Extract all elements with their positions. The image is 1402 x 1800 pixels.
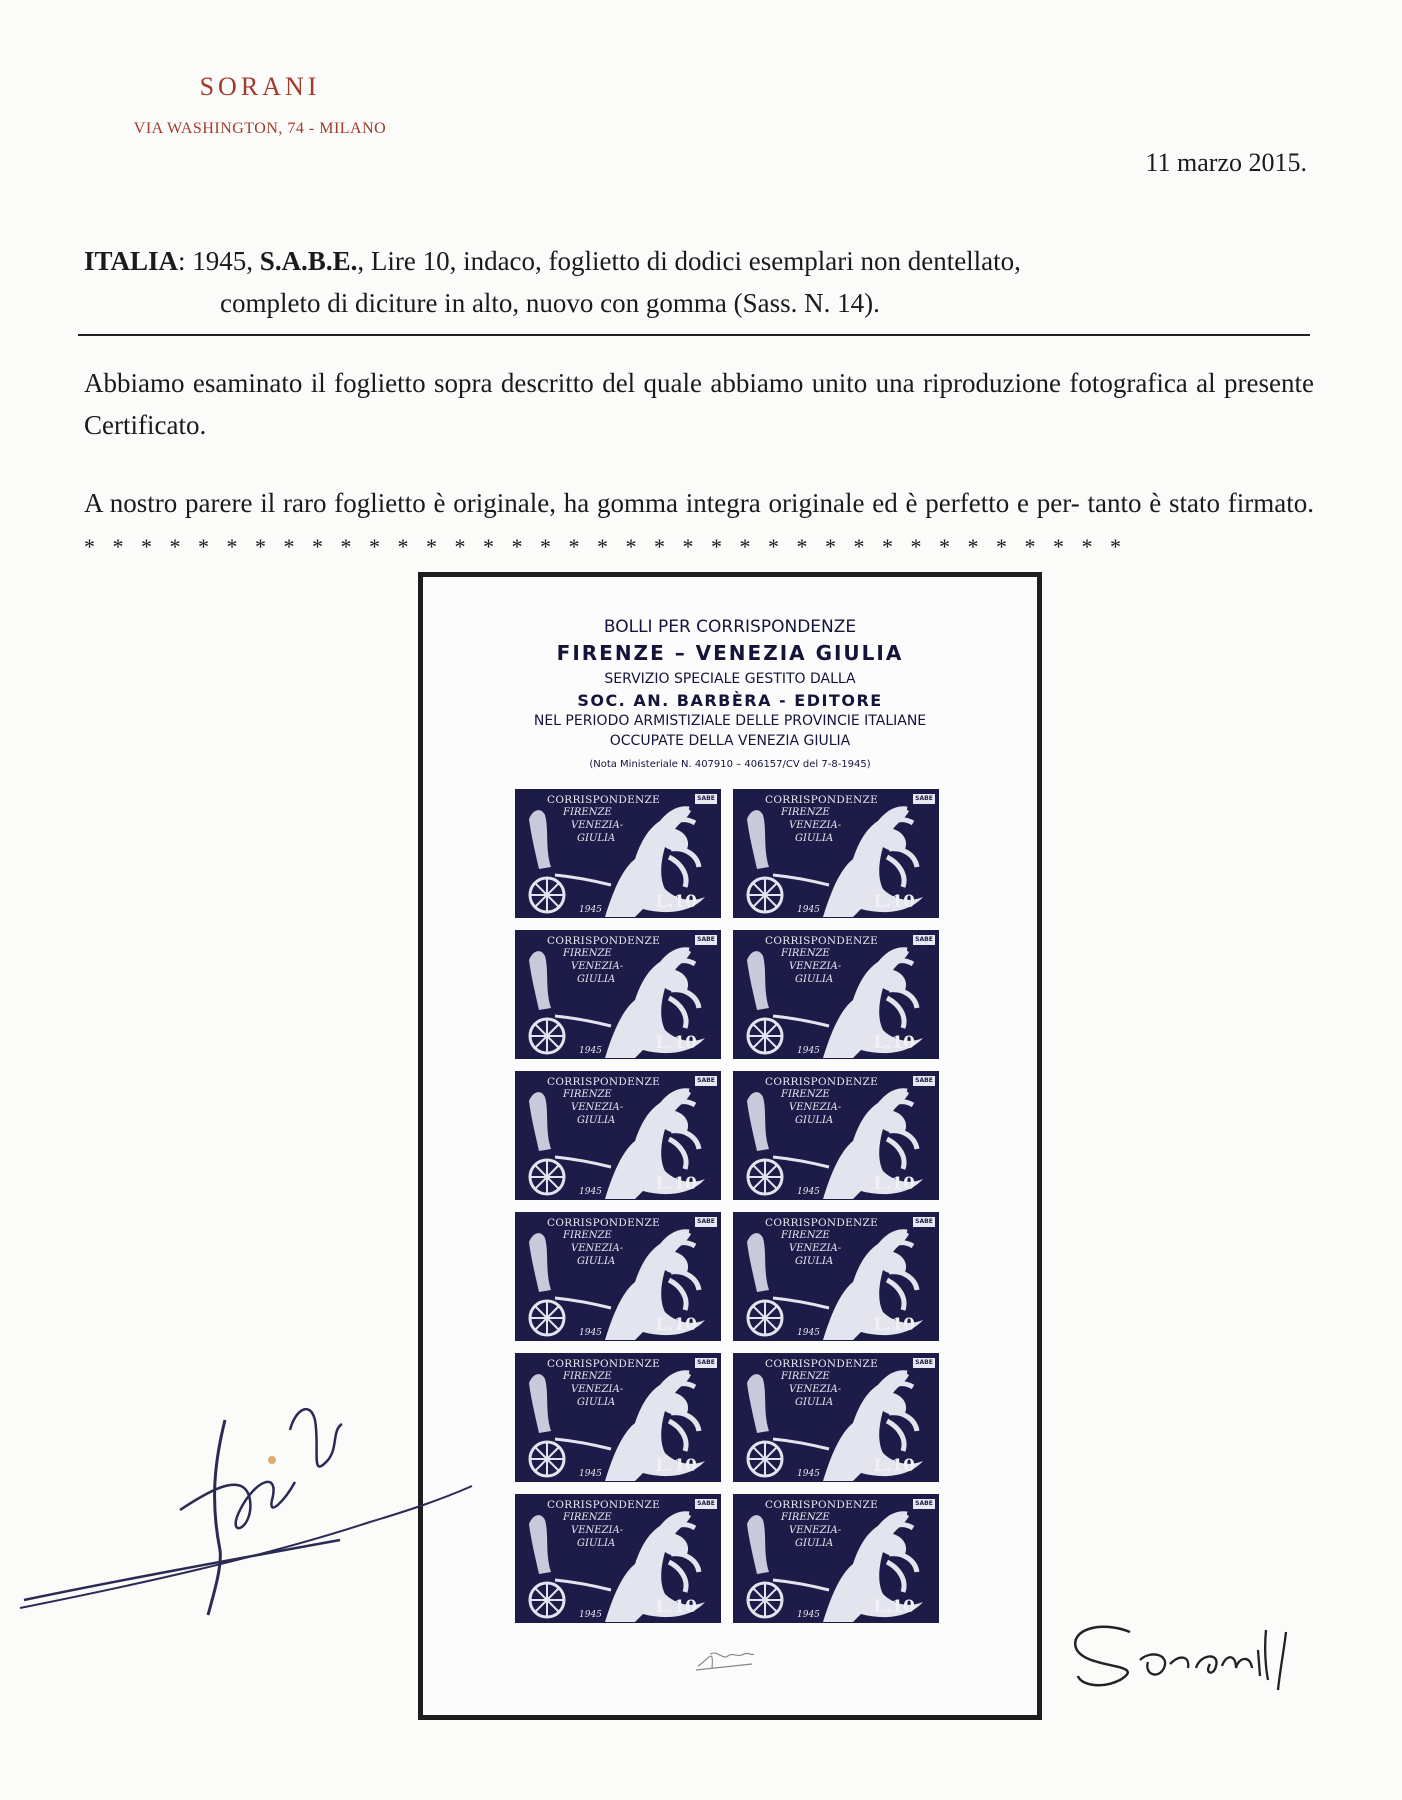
stamp-text-venezia: VENEZIA-	[571, 1243, 624, 1254]
stamp-value: L.10	[655, 1456, 697, 1476]
subject-heading	[84, 240, 1314, 324]
stamp-corner-emblem: SABE	[913, 1217, 935, 1227]
stamp-text-corrispondenze: CORRISPONDENZE	[765, 1499, 879, 1511]
stamp-corner-emblem: SABE	[695, 794, 717, 804]
stamp-text-giulia: GIULIA	[577, 833, 616, 844]
stamp-text-corrispondenze: CORRISPONDENZE	[547, 1358, 661, 1370]
sheet-header-line1: BOLLI PER CORRISPONDENZE	[603, 617, 857, 637]
stamp-value: L.10	[873, 1456, 915, 1476]
stamp-text-firenze: FIRENZE	[781, 1512, 830, 1523]
stamp-text-firenze: FIRENZE	[781, 807, 830, 818]
stamp-text-venezia: VENEZIA-	[571, 961, 624, 972]
stamp-text-corrispondenze: CORRISPONDENZE	[765, 1217, 879, 1229]
stamp-text-giulia: GIULIA	[795, 974, 834, 985]
divider	[78, 334, 1310, 336]
stamp-text-corrispondenze: CORRISPONDENZE	[765, 1358, 879, 1370]
stamp-text-venezia: VENEZIA-	[789, 1525, 842, 1536]
stamp-text-giulia: GIULIA	[577, 1256, 616, 1267]
stamp-text-corrispondenze: CORRISPONDENZE	[547, 1499, 661, 1511]
stamp	[733, 789, 939, 918]
stamp-text-giulia: GIULIA	[795, 1115, 834, 1126]
stamp-text-firenze: FIRENZE	[781, 948, 830, 959]
stamp-year: 1945	[797, 1046, 820, 1056]
stamp-year: 1945	[797, 1187, 820, 1197]
stamp-text-firenze: FIRENZE	[781, 1371, 830, 1382]
stamp-text-firenze: FIRENZE	[563, 807, 612, 818]
sheet-header-line3: SERVIZIO SPECIALE GESTITO DALLA	[604, 671, 856, 687]
subject-description-line2: completo di diciture in alto, nuovo con gomma (Sass. N. 14).	[220, 288, 880, 318]
subject-issue: S.A.B.E.	[259, 246, 358, 276]
stamp	[515, 789, 721, 918]
stamp-year: 1945	[579, 1187, 602, 1197]
stamp-text-firenze: FIRENZE	[563, 948, 612, 959]
stamp-value: L.10	[873, 1597, 915, 1617]
stamp-year: 1945	[579, 1610, 602, 1620]
stamp-text-giulia: GIULIA	[577, 1115, 616, 1126]
stamp-text-giulia: GIULIA	[577, 1397, 616, 1408]
stamp	[733, 1353, 939, 1482]
stamp-corner-emblem: SABE	[695, 935, 717, 945]
stamp-text-venezia: VENEZIA-	[789, 1243, 842, 1254]
stamp-text-corrispondenze: CORRISPONDENZE	[547, 1217, 661, 1229]
stamp-grid	[515, 789, 939, 1623]
stamp-value: L.10	[655, 1315, 697, 1335]
paragraph-opinion	[84, 482, 1314, 568]
stamp-corner-emblem: SABE	[695, 1217, 717, 1227]
stamp-text-venezia: VENEZIA-	[789, 820, 842, 831]
paragraph-examined: Abbiamo esaminato il foglietto sopra descritto del quale abbiamo unito una riproduzione fotografica al presente Certificato.	[84, 368, 1314, 440]
stamp-value: L.10	[655, 892, 697, 912]
stamp-corner-emblem: SABE	[913, 1076, 935, 1086]
stamp-text-venezia: VENEZIA-	[571, 1384, 624, 1395]
stamp-text-firenze: FIRENZE	[563, 1512, 612, 1523]
stamp-text-venezia: VENEZIA-	[789, 1102, 842, 1113]
sheet-header-line4: SOC. AN. BARBÈRA - EDITORE	[577, 691, 883, 710]
stamp-text-venezia: VENEZIA-	[789, 961, 842, 972]
certificate-date: 11 marzo 2015.	[1145, 148, 1307, 177]
sheet-header-line5: NEL PERIODO ARMISTIZIALE DELLE PROVINCIE ITALIANE	[533, 713, 927, 729]
stamp-text-venezia: VENEZIA-	[571, 1102, 624, 1113]
subject-country: ITALIA	[84, 246, 179, 276]
letterhead-name: SORANI	[199, 72, 321, 101]
stamp-text-firenze: FIRENZE	[781, 1230, 830, 1241]
stamp-value: L.10	[873, 1033, 915, 1053]
letterhead-address: VIA WASHINGTON, 74 - MILANO	[133, 120, 387, 137]
stamp	[515, 1353, 721, 1482]
stamp-corner-emblem: SABE	[695, 1499, 717, 1509]
stamp-year: 1945	[579, 905, 602, 915]
stamp-corner-emblem: SABE	[913, 794, 935, 804]
stamp-year: 1945	[797, 1328, 820, 1338]
sheet-signature	[688, 1640, 758, 1674]
stamp-text-corrispondenze: CORRISPONDENZE	[547, 935, 661, 947]
paragraph-opinion-text: A nostro parere il raro foglietto è originale, ha gomma integra originale ed è perfetto e per- tanto è stato firmato.	[84, 488, 1314, 518]
stamp-value: L.10	[655, 1597, 697, 1617]
stamp-text-firenze: FIRENZE	[781, 1089, 830, 1100]
stamp-text-firenze: FIRENZE	[563, 1230, 612, 1241]
stamp	[515, 1071, 721, 1200]
stamp-text-venezia: VENEZIA-	[571, 1525, 624, 1536]
stamp-text-corrispondenze: CORRISPONDENZE	[547, 794, 661, 806]
sheet-header-line6: OCCUPATE DELLA VENEZIA GIULIA	[609, 733, 851, 749]
stamp-value: L.10	[873, 892, 915, 912]
stamp-text-firenze: FIRENZE	[563, 1089, 612, 1100]
stamp	[515, 1212, 721, 1341]
stamp-year: 1945	[797, 1469, 820, 1479]
stamp-text-corrispondenze: CORRISPONDENZE	[765, 794, 879, 806]
stamp-text-corrispondenze: CORRISPONDENZE	[547, 1076, 661, 1088]
stamp-corner-emblem: SABE	[913, 1358, 935, 1368]
stamp-text-giulia: GIULIA	[577, 1538, 616, 1549]
stamp-corner-emblem: SABE	[913, 935, 935, 945]
stamp	[733, 930, 939, 1059]
stamp-text-giulia: GIULIA	[795, 833, 834, 844]
stamp-text-firenze: FIRENZE	[563, 1371, 612, 1382]
stamp-value: L.10	[655, 1174, 697, 1194]
stamp-text-corrispondenze: CORRISPONDENZE	[765, 935, 879, 947]
stamp	[515, 930, 721, 1059]
stamp-text-giulia: GIULIA	[795, 1538, 834, 1549]
stamp-text-corrispondenze: CORRISPONDENZE	[765, 1076, 879, 1088]
signature-right	[1060, 1610, 1360, 1710]
stamp-year: 1945	[797, 1610, 820, 1620]
stamp	[733, 1494, 939, 1623]
stamp-text-giulia: GIULIA	[795, 1397, 834, 1408]
stamp-corner-emblem: SABE	[695, 1358, 717, 1368]
stamp	[733, 1212, 939, 1341]
stamp-text-venezia: VENEZIA-	[571, 820, 624, 831]
stamp-text-giulia: GIULIA	[795, 1256, 834, 1267]
stamp-value: L.10	[873, 1174, 915, 1194]
stamp-value: L.10	[655, 1033, 697, 1053]
stamp-text-giulia: GIULIA	[577, 974, 616, 985]
stamp	[733, 1071, 939, 1200]
star-line: * * * * * * * * * * * * * * * * * * * * * * * * * * * * * * * * * * * * *	[84, 534, 1127, 559]
stamp-text-venezia: VENEZIA-	[789, 1384, 842, 1395]
stamp-year: 1945	[797, 905, 820, 915]
sheet-header-line2: FIRENZE – VENEZIA GIULIA	[556, 641, 904, 665]
stamp-year: 1945	[579, 1046, 602, 1056]
stamp-sheet-photo	[418, 572, 1042, 1720]
subject-year: : 1945,	[178, 246, 260, 276]
stamp-value: L.10	[873, 1315, 915, 1335]
stamp-corner-emblem: SABE	[695, 1076, 717, 1086]
sheet-header-note: (Nota Ministeriale N. 407910 – 406157/CV del 7-8-1945)	[589, 759, 871, 770]
stamp-year: 1945	[579, 1469, 602, 1479]
stamp	[515, 1494, 721, 1623]
stamp-year: 1945	[579, 1328, 602, 1338]
stamp-corner-emblem: SABE	[913, 1499, 935, 1509]
signature-left	[10, 1390, 480, 1620]
subject-description: , Lire 10, indaco, foglietto di dodici esemplari non dentellato,	[357, 246, 1021, 276]
